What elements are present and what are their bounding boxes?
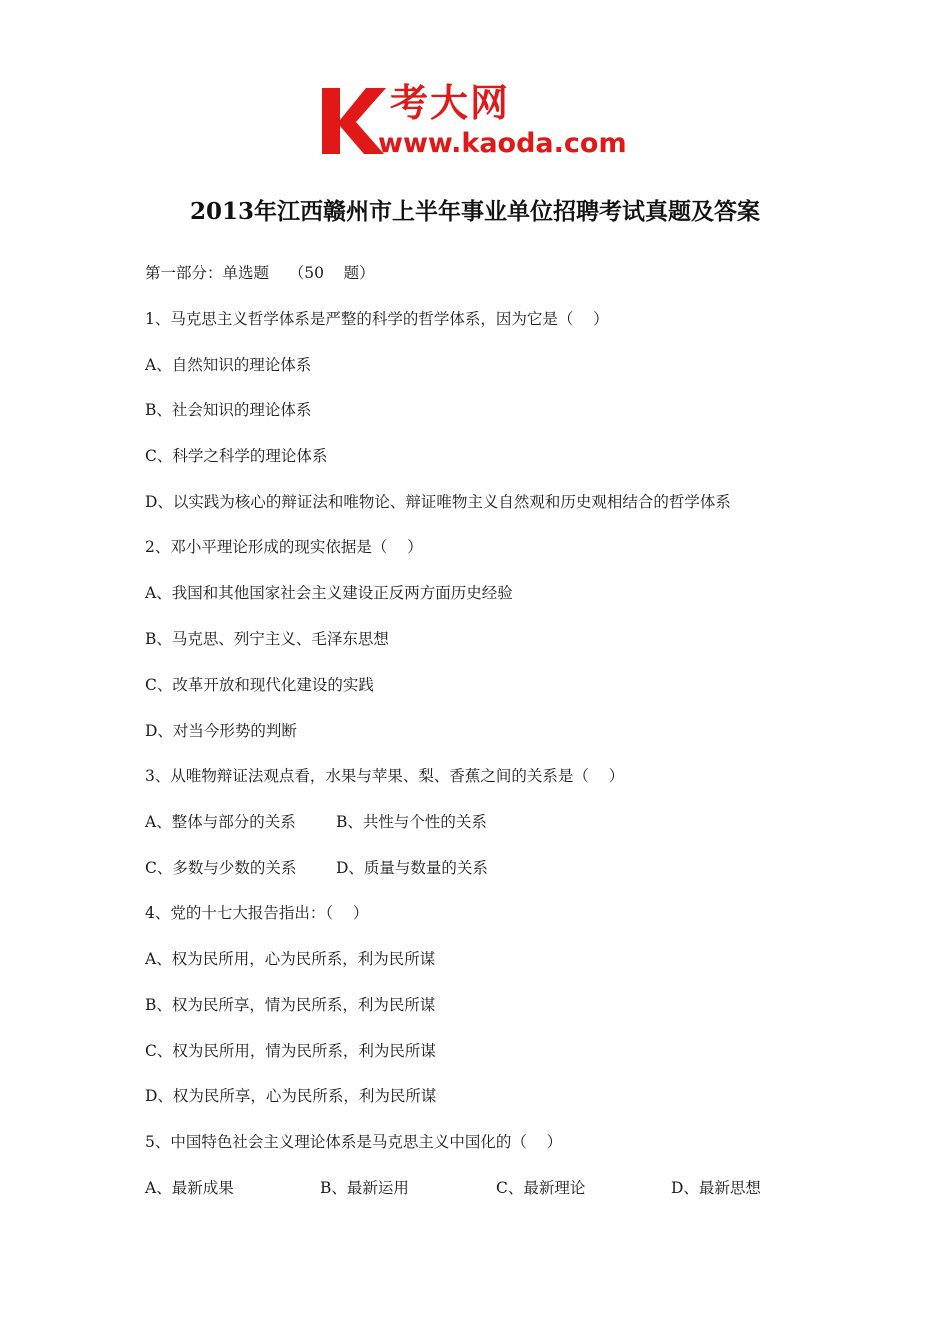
question-2-stem: 2、邓小平理论形成的现实依据是（ ）: [145, 538, 423, 556]
question-4-stem: 4、党的十七大报告指出：（ ）: [145, 904, 369, 922]
question-1-stem: 1、马克思主义哲学体系是严整的科学的哲学体系，因为它是（ ）: [145, 310, 609, 328]
question-4-option-d: D、权为民所享，心为民所系，利为民所谋: [145, 1087, 437, 1105]
question-4-option-a: A、权为民所用，心为民所系，利为民所谋: [145, 950, 436, 968]
question-5-option-b: B、最新运用: [320, 1179, 409, 1197]
question-1-option-c: C、科学之科学的理论体系: [145, 447, 328, 465]
logo-chinese-text: 考大网: [390, 81, 511, 125]
question-3-option-b: B、共性与个性的关系: [336, 813, 487, 831]
question-4-option-c: C、权为民所用，情为民所系，利为民所谋: [145, 1042, 436, 1060]
question-5-option-d: D、最新思想: [671, 1179, 761, 1197]
question-5-option-c: C、最新理论: [496, 1179, 586, 1197]
question-1-option-d: D、以实践为核心的辩证法和唯物论、辩证唯物主义自然观和历史观相结合的哲学体系: [145, 493, 731, 511]
question-3-option-d: D、质量与数量的关系: [336, 859, 488, 877]
question-3-stem: 3、从唯物辩证法观点看，水果与苹果、梨、香蕉之间的关系是（ ）: [145, 767, 625, 785]
question-2-option-d: D、对当今形势的判断: [145, 722, 297, 740]
question-2-option-c: C、改革开放和现代化建设的实践: [145, 676, 374, 694]
logo-url-text: www.kaoda.com: [378, 128, 627, 159]
question-2-option-a: A、我国和其他国家社会主义建设正反两方面历史经验: [145, 584, 513, 602]
section-heading: 第一部分：单选题 （50 题）: [145, 264, 375, 282]
question-2-option-b: B、马克思、列宁主义、毛泽东思想: [145, 630, 389, 648]
page-title: 2013年江西赣州市上半年事业单位招聘考试真题及答案: [189, 198, 760, 225]
question-4-option-b: B、权为民所享，情为民所系，利为民所谋: [145, 996, 436, 1014]
question-1-option-b: B、社会知识的理论体系: [145, 401, 312, 419]
question-5-option-a: A、最新成果: [145, 1179, 234, 1197]
question-1-option-a: A、自然知识的理论体系: [145, 356, 312, 374]
kaoda-logo: [318, 80, 640, 160]
question-5-stem: 5、中国特色社会主义理论体系是马克思主义中国化的（ ）: [145, 1133, 563, 1151]
question-3-option-a: A、整体与部分的关系: [145, 813, 296, 831]
question-3-option-c: C、多数与少数的关系: [145, 859, 297, 877]
